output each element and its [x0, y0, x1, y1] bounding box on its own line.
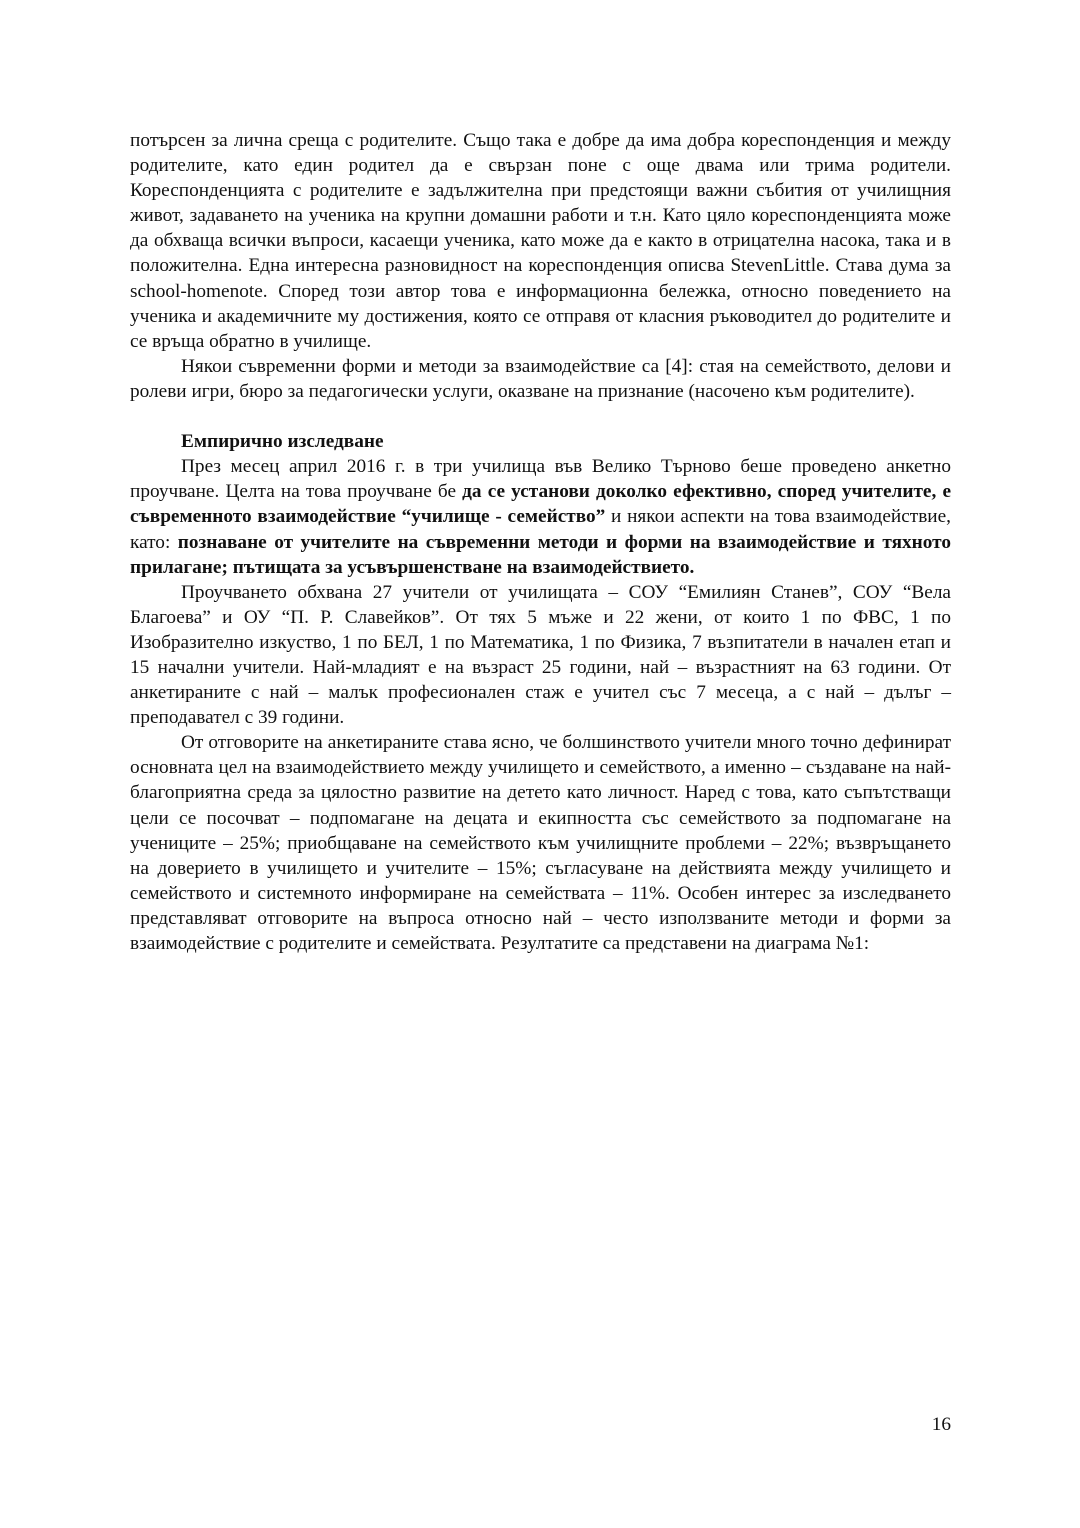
paragraph-modern-forms: Някои съвременни форми и методи за взаимодействие са [4]: стая на семейството, делови и ролеви игри, бюро за педагогически услуги, оказване на признание (насочено към родителите). — [130, 355, 951, 402]
study-goal-bold-2: познаване от учителите на съвременни методи и форми на взаимодействие и тяхното прилагане; пътищата за усъвършенстване на взаимодействието. — [130, 531, 952, 578]
body-text — [130, 128, 951, 956]
paragraph-participants: Проучването обхвана 27 учители от училищата – СОУ “Емилиян Станев”, СОУ “Вела Благоева” и ОУ “П. Р. Славейков”. От тях 5 мъже и 22 жени, от които 1 по ФВС, 1 по Изобразително изкуство, 1 по БЕЛ, 1 по Математика, 1 по Физика, 7 възпитатели в начален етап и 15 начални учители. Най-младият е на възраст 25 години, най – възрастният на 63 години. От анкетираните с най – малък професионален стаж е учител със 7 месеца, а с най – дълъг – преподавател с 39 години. — [130, 581, 951, 729]
page-number: 16 — [931, 1414, 951, 1435]
study-goal-text-1: През месец април 2016 г. в три училища във Велико Търново беше проведено анкетно проучване. Целта на това проучване бе — [130, 456, 951, 503]
section-heading: Емпирично изследване — [181, 431, 384, 453]
study-goal-text-2: и някои аспекти на това взаимодействие, като: — [130, 506, 951, 553]
paragraph-study-goal — [130, 454, 951, 579]
study-goal-bold-1: да се установи доколко ефективно, според учителите, е съвременното взаимодействие “училище - семейство” — [130, 481, 951, 528]
spacer — [130, 404, 951, 429]
paragraph-results: От отговорите на анкетираните става ясно, че болшинството учители много точно дефинират основната цел на взаимодействието между училището и семейството, а именно – създаване на най-благоприятна среда за цялостно развитие на детето като личност. Наред с това, като съпътстващи цели се посочват – подпомагане на децата и екипността със семейството за подпомагане на учениците – 25%; приобщаване на семейството към училищните проблеми – 22%; възвръщането на доверието в училището и учителите – 15%; съгласуване на действията между училището и семейството и системното информиране на семействата – 11%. Особен интерес за изследването представляват отговорите на въпроса относно най – често използваните методи и форми за взаимодействие с родителите и семействата. Резултатите са представени на диаграма №1: — [130, 732, 951, 954]
paragraph-correspondence: потърсен за лична среща с родителите. Също така е добре да има добра кореспонденция и между родителите, като един родител да е свързан поне с още двама или трима родители. Кореспонденцията с родителите е задължителна при предстоящи важни събития от училищния живот, задаването на ученика на крупни домашни работи и т.н. Като цяло кореспонденцията може да обхваща всички въпроси, касаещи ученика, като може да е както в отрицателна насока, така и в положителна. Една интересна разновидност на кореспонденция описва StevenLittle. Става дума за school-homenote. Според този автор това е информационна бележка, относно поведението на ученика и академичните му достижения, която се отправя от класния ръководител до родителите и се връща обратно в училище. — [130, 130, 951, 352]
